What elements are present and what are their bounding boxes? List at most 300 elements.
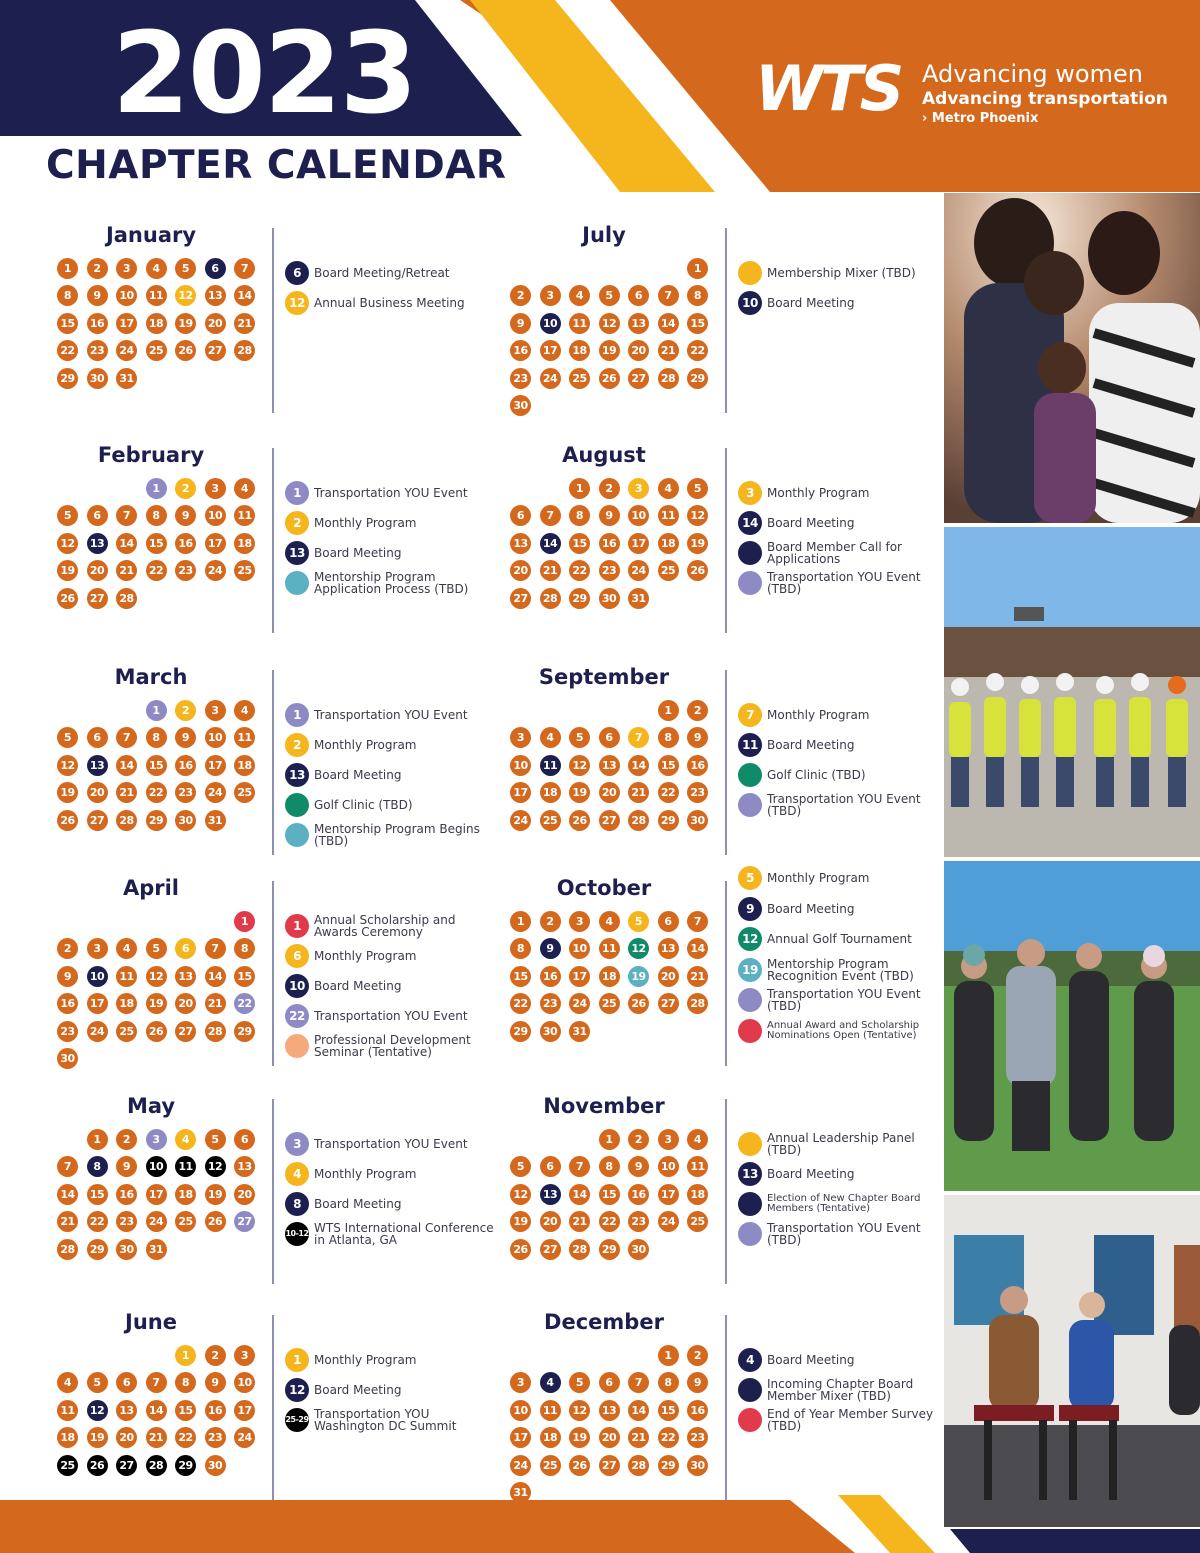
day-august-26: 26 — [687, 560, 708, 581]
day-march-18: 18 — [234, 755, 255, 776]
day-january-3: 3 — [116, 258, 137, 279]
legend-label: Board Meeting — [767, 296, 855, 310]
footer-gold-stripe — [838, 1495, 935, 1553]
tagline-transportation: Advancing transportation — [922, 89, 1168, 109]
day-february-20: 20 — [87, 560, 108, 581]
day-may-26: 26 — [205, 1211, 226, 1232]
day-june-14: 14 — [146, 1400, 167, 1421]
day-november-30: 30 — [628, 1239, 649, 1260]
legend-label: Transportation YOU Event — [314, 708, 468, 722]
legend-badge: 10 — [738, 291, 762, 315]
day-december-1: 1 — [658, 1345, 679, 1366]
legend-item-december-1 — [738, 1345, 938, 1373]
legend-label: Transportation YOU Event — [314, 486, 468, 500]
legend-badge: 2 — [285, 733, 309, 757]
day-october-19: 19 — [628, 966, 649, 987]
day-january-17: 17 — [116, 313, 137, 334]
legend-badge: 4 — [738, 1348, 762, 1372]
day-september-2: 2 — [687, 700, 708, 721]
day-april-6: 6 — [175, 938, 196, 959]
day-june-8: 8 — [175, 1372, 196, 1393]
legend-badge: 7 — [738, 703, 762, 727]
day-august-14: 14 — [540, 533, 561, 554]
day-march-2: 2 — [175, 700, 196, 721]
day-december-22: 22 — [658, 1427, 679, 1448]
day-december-27: 27 — [599, 1455, 620, 1476]
day-february-1: 1 — [146, 478, 167, 499]
day-january-31: 31 — [116, 368, 137, 389]
day-may-25: 25 — [175, 1211, 196, 1232]
day-april-16: 16 — [57, 993, 78, 1014]
day-january-12: 12 — [175, 285, 196, 306]
month-divider — [725, 1315, 727, 1500]
day-january-30: 30 — [87, 368, 108, 389]
day-march-13: 13 — [87, 755, 108, 776]
legend-badge: 12 — [285, 1378, 309, 1402]
day-november-23: 23 — [628, 1211, 649, 1232]
day-july-28: 28 — [658, 368, 679, 389]
day-october-31: 31 — [569, 1021, 590, 1042]
day-may-30: 30 — [116, 1239, 137, 1260]
day-january-9: 9 — [87, 285, 108, 306]
day-october-15: 15 — [510, 966, 531, 987]
legend-badge: 13 — [738, 1162, 762, 1186]
legend-badge — [738, 1378, 762, 1402]
day-february-14: 14 — [116, 533, 137, 554]
legend-label: Monthly Program — [767, 486, 870, 500]
day-february-27: 27 — [87, 588, 108, 609]
day-september-25: 25 — [540, 810, 561, 831]
day-june-16: 16 — [205, 1400, 226, 1421]
day-september-30: 30 — [687, 810, 708, 831]
day-june-4: 4 — [57, 1372, 78, 1393]
day-october-11: 11 — [599, 938, 620, 959]
day-may-9: 9 — [116, 1156, 137, 1177]
legend-item-april-3 — [285, 971, 485, 999]
day-march-8: 8 — [146, 727, 167, 748]
day-september-28: 28 — [628, 810, 649, 831]
legend-label: Mentorship Program Begins (TBD) — [314, 822, 480, 848]
legend-badge: 6 — [285, 944, 309, 968]
day-october-22: 22 — [510, 993, 531, 1014]
legend-label: Board Meeting — [767, 738, 855, 752]
day-august-29: 29 — [569, 588, 590, 609]
day-april-1: 1 — [234, 911, 255, 932]
day-june-29: 29 — [175, 1455, 196, 1476]
day-december-13: 13 — [599, 1400, 620, 1421]
month-divider — [272, 448, 274, 633]
day-april-27: 27 — [175, 1021, 196, 1042]
day-november-5: 5 — [510, 1156, 531, 1177]
day-july-15: 15 — [687, 313, 708, 334]
day-february-8: 8 — [146, 505, 167, 526]
day-march-1: 1 — [146, 700, 167, 721]
day-may-6: 6 — [234, 1129, 255, 1150]
day-march-16: 16 — [175, 755, 196, 776]
month-divider — [272, 228, 274, 413]
legend-badge: 13 — [285, 763, 309, 787]
day-june-30: 30 — [205, 1455, 226, 1476]
day-august-2: 2 — [599, 478, 620, 499]
day-july-11: 11 — [569, 313, 590, 334]
legend-label: Transportation YOU Event (TBD) — [767, 1221, 921, 1247]
day-february-13: 13 — [87, 533, 108, 554]
day-november-26: 26 — [510, 1239, 531, 1260]
legend-label: Board Meeting — [314, 546, 402, 560]
day-october-28: 28 — [687, 993, 708, 1014]
day-may-8: 8 — [87, 1156, 108, 1177]
day-january-25: 25 — [146, 340, 167, 361]
day-july-30: 30 — [510, 395, 531, 416]
day-june-25: 25 — [57, 1455, 78, 1476]
legend-item-june-2 — [285, 1375, 485, 1403]
day-november-18: 18 — [687, 1184, 708, 1205]
legend-label: End of Year Member Survey (TBD) — [767, 1407, 934, 1433]
day-march-28: 28 — [116, 810, 137, 831]
day-september-15: 15 — [658, 755, 679, 776]
day-july-29: 29 — [687, 368, 708, 389]
day-january-14: 14 — [234, 285, 255, 306]
day-january-1: 1 — [57, 258, 78, 279]
day-november-3: 3 — [658, 1129, 679, 1150]
day-june-3: 3 — [234, 1345, 255, 1366]
day-july-10: 10 — [540, 313, 561, 334]
day-march-23: 23 — [175, 782, 196, 803]
legend-label: Golf Clinic (TBD) — [767, 768, 866, 782]
legend-label: Board Meeting — [767, 1167, 855, 1181]
day-march-26: 26 — [57, 810, 78, 831]
day-december-5: 5 — [569, 1372, 590, 1393]
day-april-23: 23 — [57, 1021, 78, 1042]
day-march-7: 7 — [116, 727, 137, 748]
month-title-december: December — [544, 1310, 664, 1334]
day-january-13: 13 — [205, 285, 226, 306]
day-september-8: 8 — [658, 727, 679, 748]
day-april-4: 4 — [116, 938, 137, 959]
legend-label: Annual Award and Scholarship Nominations Open (Tentative) — [767, 1019, 920, 1041]
day-april-18: 18 — [116, 993, 137, 1014]
day-november-27: 27 — [540, 1239, 561, 1260]
day-june-6: 6 — [116, 1372, 137, 1393]
photo-women-group — [944, 193, 1200, 523]
day-january-20: 20 — [205, 313, 226, 334]
day-april-29: 29 — [234, 1021, 255, 1042]
day-august-20: 20 — [510, 560, 531, 581]
legend-item-july-2 — [738, 288, 938, 316]
legend-item-may-2 — [285, 1159, 485, 1187]
tagline-chapter: › Metro Phoenix — [922, 111, 1039, 126]
day-may-23: 23 — [116, 1211, 137, 1232]
day-may-7: 7 — [57, 1156, 78, 1177]
legend-item-march-5 — [285, 820, 485, 848]
day-january-21: 21 — [234, 313, 255, 334]
day-september-22: 22 — [658, 782, 679, 803]
tagline-women: Advancing women — [922, 60, 1143, 88]
day-october-9: 9 — [540, 938, 561, 959]
legend-badge: 8 — [285, 1192, 309, 1216]
day-december-30: 30 — [687, 1455, 708, 1476]
legend-item-december-2 — [738, 1375, 938, 1403]
legend-item-april-4 — [285, 1001, 485, 1029]
legend-item-february-3 — [285, 538, 485, 566]
day-november-21: 21 — [569, 1211, 590, 1232]
day-october-17: 17 — [569, 966, 590, 987]
day-june-12: 12 — [87, 1400, 108, 1421]
day-november-6: 6 — [540, 1156, 561, 1177]
day-november-9: 9 — [628, 1156, 649, 1177]
month-divider — [725, 448, 727, 633]
day-november-12: 12 — [510, 1184, 531, 1205]
day-january-23: 23 — [87, 340, 108, 361]
legend-badge: 22 — [285, 1004, 309, 1028]
day-august-9: 9 — [599, 505, 620, 526]
day-july-4: 4 — [569, 285, 590, 306]
month-title-august: August — [562, 443, 646, 467]
day-june-18: 18 — [57, 1427, 78, 1448]
day-december-4: 4 — [540, 1372, 561, 1393]
day-august-11: 11 — [658, 505, 679, 526]
day-august-23: 23 — [599, 560, 620, 581]
day-april-11: 11 — [116, 966, 137, 987]
day-november-15: 15 — [599, 1184, 620, 1205]
day-march-19: 19 — [57, 782, 78, 803]
day-june-7: 7 — [146, 1372, 167, 1393]
day-april-12: 12 — [146, 966, 167, 987]
day-december-29: 29 — [658, 1455, 679, 1476]
legend-badge: 19 — [738, 958, 762, 982]
month-divider — [272, 1315, 274, 1500]
legend-badge: 3 — [285, 1132, 309, 1156]
day-february-15: 15 — [146, 533, 167, 554]
day-december-23: 23 — [687, 1427, 708, 1448]
day-march-5: 5 — [57, 727, 78, 748]
day-october-25: 25 — [599, 993, 620, 1014]
legend-badge: 3 — [738, 481, 762, 505]
day-october-6: 6 — [658, 911, 679, 932]
day-july-3: 3 — [540, 285, 561, 306]
day-september-24: 24 — [510, 810, 531, 831]
legend-item-april-1 — [285, 911, 485, 939]
day-september-6: 6 — [599, 727, 620, 748]
day-august-6: 6 — [510, 505, 531, 526]
day-february-23: 23 — [175, 560, 196, 581]
legend-item-march-1 — [285, 700, 485, 728]
legend-badge — [738, 571, 762, 595]
day-may-11: 11 — [175, 1156, 196, 1177]
legend-badge — [738, 793, 762, 817]
day-october-18: 18 — [599, 966, 620, 987]
day-april-7: 7 — [205, 938, 226, 959]
month-divider — [272, 1099, 274, 1284]
day-june-19: 19 — [87, 1427, 108, 1448]
day-august-22: 22 — [569, 560, 590, 581]
day-february-26: 26 — [57, 588, 78, 609]
day-november-13: 13 — [540, 1184, 561, 1205]
month-title-january: January — [105, 223, 197, 247]
legend-badge — [285, 823, 309, 847]
day-december-8: 8 — [658, 1372, 679, 1393]
day-january-15: 15 — [57, 313, 78, 334]
day-september-14: 14 — [628, 755, 649, 776]
day-december-2: 2 — [687, 1345, 708, 1366]
day-april-25: 25 — [116, 1021, 137, 1042]
day-january-27: 27 — [205, 340, 226, 361]
day-october-4: 4 — [599, 911, 620, 932]
legend-badge: 2 — [285, 511, 309, 535]
legend-badge: 12 — [285, 291, 309, 315]
legend-badge: 14 — [738, 511, 762, 535]
day-february-17: 17 — [205, 533, 226, 554]
day-april-14: 14 — [205, 966, 226, 987]
legend-label: Board Meeting — [767, 516, 855, 530]
legend-badge: 10-12 — [285, 1222, 309, 1246]
legend-badge — [738, 1019, 762, 1043]
day-august-8: 8 — [569, 505, 590, 526]
day-april-10: 10 — [87, 966, 108, 987]
day-july-7: 7 — [658, 285, 679, 306]
day-august-5: 5 — [687, 478, 708, 499]
day-november-25: 25 — [687, 1211, 708, 1232]
day-march-3: 3 — [205, 700, 226, 721]
legend-label: Professional Development Seminar (Tentative) — [314, 1033, 471, 1059]
day-october-24: 24 — [569, 993, 590, 1014]
day-july-19: 19 — [599, 340, 620, 361]
footer-graphic — [0, 1495, 1200, 1553]
legend-item-february-2 — [285, 508, 485, 536]
day-may-28: 28 — [57, 1239, 78, 1260]
day-september-12: 12 — [569, 755, 590, 776]
day-november-8: 8 — [599, 1156, 620, 1177]
day-may-31: 31 — [146, 1239, 167, 1260]
day-june-15: 15 — [175, 1400, 196, 1421]
footer-orange-bar — [0, 1500, 855, 1553]
month-title-november: November — [543, 1094, 665, 1118]
day-june-11: 11 — [57, 1400, 78, 1421]
day-june-17: 17 — [234, 1400, 255, 1421]
photo-golf-group — [944, 861, 1200, 1191]
legend-item-august-4 — [738, 568, 938, 596]
month-title-may: May — [126, 1094, 176, 1118]
day-january-19: 19 — [175, 313, 196, 334]
day-october-14: 14 — [687, 938, 708, 959]
day-august-31: 31 — [628, 588, 649, 609]
day-april-24: 24 — [87, 1021, 108, 1042]
day-august-7: 7 — [540, 505, 561, 526]
day-november-24: 24 — [658, 1211, 679, 1232]
legend-badge: 1 — [285, 1348, 309, 1372]
legend-label: Transportation YOU Event (TBD) — [767, 792, 921, 818]
day-july-12: 12 — [599, 313, 620, 334]
day-april-20: 20 — [175, 993, 196, 1014]
legend-badge — [738, 763, 762, 787]
legend-badge: 1 — [285, 481, 309, 505]
day-march-14: 14 — [116, 755, 137, 776]
wts-logo: WTS — [755, 52, 902, 125]
day-april-30: 30 — [57, 1048, 78, 1069]
day-february-5: 5 — [57, 505, 78, 526]
legend-badge: 10 — [285, 974, 309, 998]
day-january-18: 18 — [146, 313, 167, 334]
legend-label: Monthly Program — [767, 708, 870, 722]
legend-label: Mentorship Program Recognition Event (TBD) — [767, 956, 914, 983]
day-october-26: 26 — [628, 993, 649, 1014]
day-march-22: 22 — [146, 782, 167, 803]
legend-label: Monthly Program — [314, 1353, 417, 1367]
day-september-26: 26 — [569, 810, 590, 831]
legend-item-april-2 — [285, 941, 485, 969]
day-june-24: 24 — [234, 1427, 255, 1448]
page-title: CHAPTER CALENDAR — [46, 143, 507, 188]
legend-badge: 13 — [285, 541, 309, 565]
year-title: 2023 — [112, 9, 416, 139]
day-october-3: 3 — [569, 911, 590, 932]
month-divider — [272, 881, 274, 1066]
day-february-12: 12 — [57, 533, 78, 554]
month-title-february: February — [97, 443, 205, 467]
day-may-27: 27 — [234, 1211, 255, 1232]
legend-label: Annual Leadership Panel (TBD) — [767, 1131, 915, 1157]
day-september-29: 29 — [658, 810, 679, 831]
legend-label: Monthly Program — [314, 1167, 417, 1181]
day-may-3: 3 — [146, 1129, 167, 1150]
day-january-28: 28 — [234, 340, 255, 361]
day-august-18: 18 — [658, 533, 679, 554]
month-title-october: October — [556, 876, 652, 900]
day-august-24: 24 — [628, 560, 649, 581]
legend-item-october-4 — [738, 955, 938, 983]
day-april-13: 13 — [175, 966, 196, 987]
day-june-23: 23 — [205, 1427, 226, 1448]
day-march-25: 25 — [234, 782, 255, 803]
day-august-10: 10 — [628, 505, 649, 526]
legend-label: Board Meeting — [314, 1383, 402, 1397]
legend-label: Board Member Call for Applications — [767, 540, 902, 566]
month-title-september: September — [538, 665, 670, 689]
day-january-26: 26 — [175, 340, 196, 361]
day-august-15: 15 — [569, 533, 590, 554]
legend-item-october-1 — [738, 863, 938, 891]
day-november-14: 14 — [569, 1184, 590, 1205]
day-march-9: 9 — [175, 727, 196, 748]
day-august-3: 3 — [628, 478, 649, 499]
legend-badge: 11 — [738, 733, 762, 757]
day-april-5: 5 — [146, 938, 167, 959]
legend-item-may-4 — [285, 1219, 494, 1247]
day-may-21: 21 — [57, 1211, 78, 1232]
legend-label: Incoming Chapter Board Member Mixer (TBD) — [767, 1377, 914, 1403]
legend-badge — [738, 1222, 762, 1246]
month-title-april: April — [122, 876, 180, 900]
day-march-10: 10 — [205, 727, 226, 748]
day-december-17: 17 — [510, 1427, 531, 1448]
day-october-1: 1 — [510, 911, 531, 932]
day-december-14: 14 — [628, 1400, 649, 1421]
day-january-16: 16 — [87, 313, 108, 334]
day-april-28: 28 — [205, 1021, 226, 1042]
month-divider — [272, 670, 274, 855]
legend-item-november-1 — [738, 1129, 938, 1157]
day-august-1: 1 — [569, 478, 590, 499]
day-february-9: 9 — [175, 505, 196, 526]
day-october-2: 2 — [540, 911, 561, 932]
legend-label: Board Meeting — [314, 1197, 402, 1211]
legend-item-october-6 — [738, 1016, 938, 1044]
day-march-4: 4 — [234, 700, 255, 721]
day-april-26: 26 — [146, 1021, 167, 1042]
day-august-16: 16 — [599, 533, 620, 554]
day-april-3: 3 — [87, 938, 108, 959]
day-october-16: 16 — [540, 966, 561, 987]
